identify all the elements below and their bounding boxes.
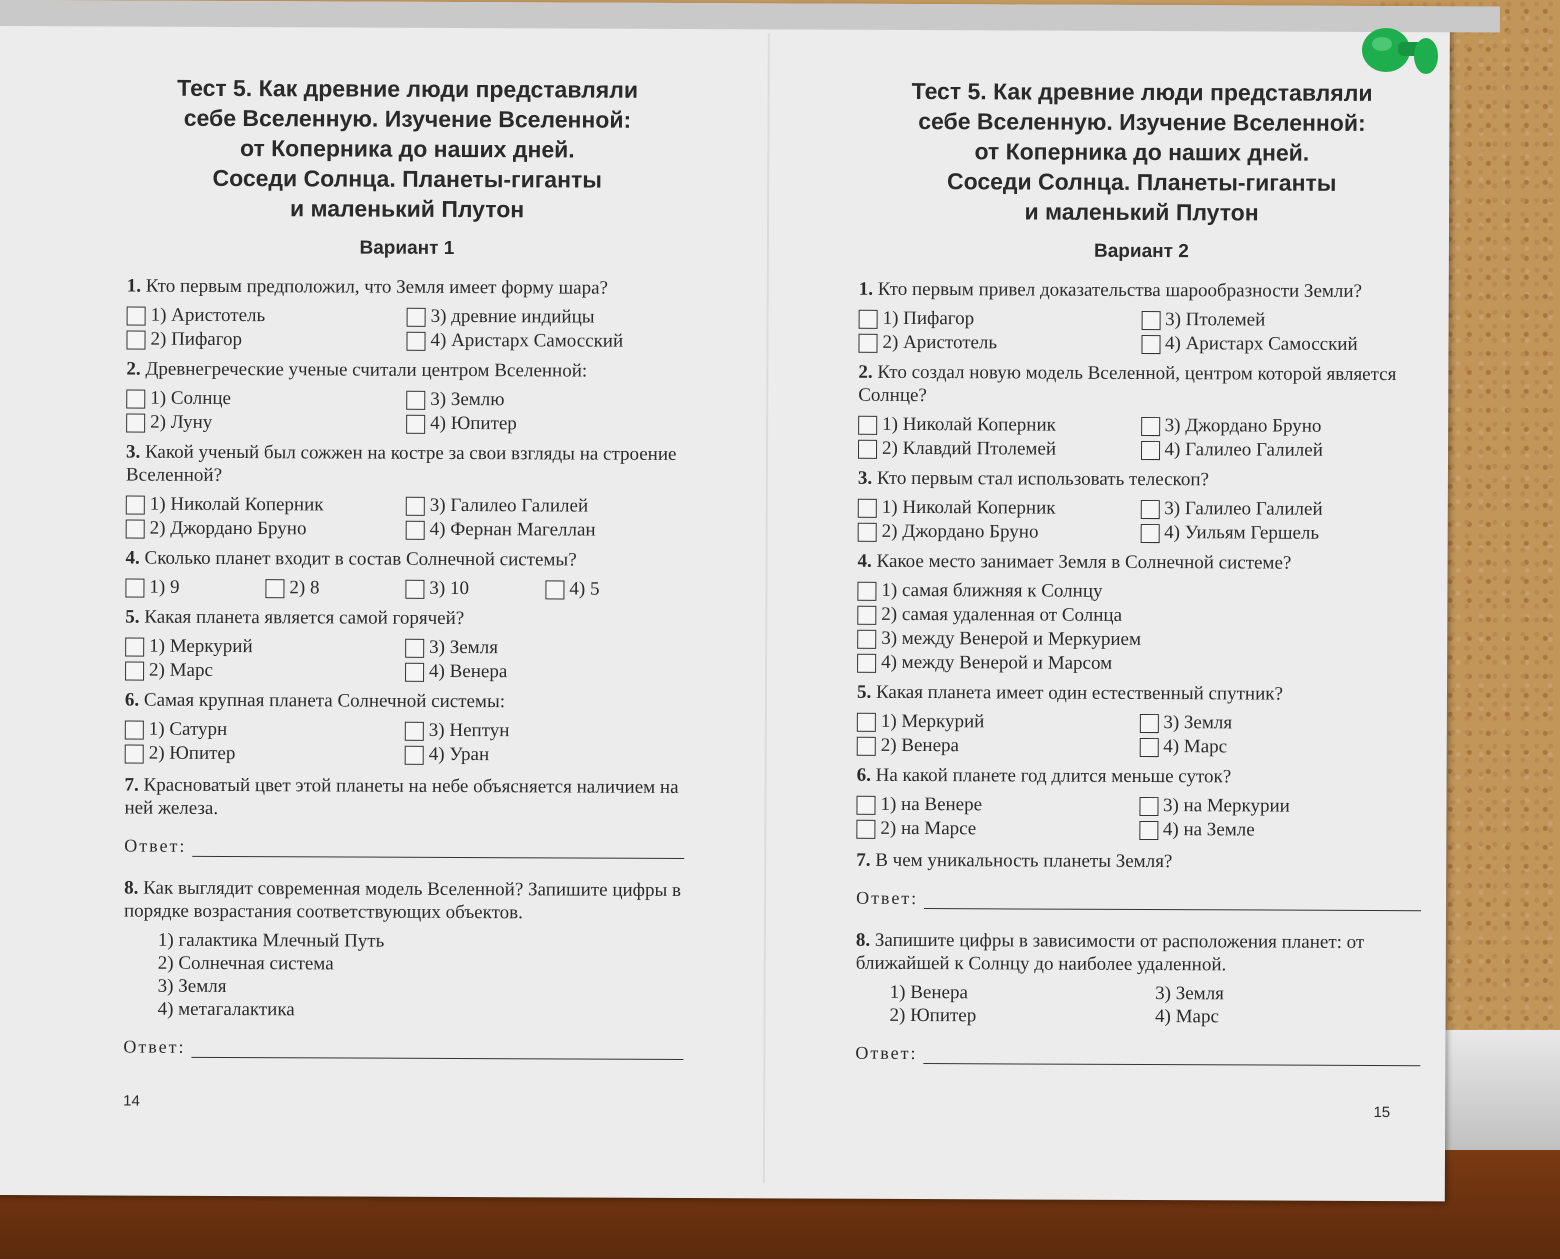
question-8 <box>124 877 684 925</box>
option[interactable] <box>857 710 1140 735</box>
list-item: 1) Венера <box>889 981 968 1004</box>
option[interactable] <box>405 577 545 602</box>
checkbox[interactable] <box>406 520 425 539</box>
checkbox[interactable] <box>1139 713 1158 732</box>
option-label: 4) Венера <box>429 660 508 683</box>
list-item: 1) галактика Млечный Путь <box>157 929 385 952</box>
push-pin-icon <box>1360 22 1440 82</box>
question-6 <box>125 689 685 714</box>
option[interactable] <box>1139 818 1422 843</box>
option-label: 3) Земля <box>1163 712 1233 734</box>
option[interactable] <box>858 437 1141 462</box>
list-item: 2) Солнечная система <box>157 952 334 975</box>
question-number: 5. <box>856 681 872 703</box>
question-number: 1. <box>858 278 874 300</box>
option[interactable] <box>405 719 685 744</box>
option-label: 1) самая ближняя к Солнцу <box>881 579 1103 602</box>
option[interactable] <box>856 817 1139 842</box>
options-q4 <box>125 576 685 602</box>
question-text: Как выглядит современная модель Вселенной? Запишите цифры в порядке возрастания соответствующих объектов. <box>123 877 682 924</box>
question-number: 5. <box>125 606 140 628</box>
option-label: 3) Галилео Галилей <box>1164 498 1323 520</box>
question-number: 6. <box>856 764 871 786</box>
question-text: В чем уникальность планеты Земля? <box>875 849 1173 873</box>
checkbox[interactable] <box>1139 796 1158 815</box>
checkbox[interactable] <box>857 605 876 624</box>
answer-label: Ответ: <box>123 1036 186 1057</box>
page-number: 14 <box>123 1092 140 1110</box>
option-label: 1) Солнце <box>150 387 232 410</box>
question-number: 3. <box>125 441 141 463</box>
planet-list <box>856 981 1421 1029</box>
question-number: 6. <box>124 689 140 711</box>
checkbox[interactable] <box>125 661 144 680</box>
title-line: Тест 5. Как древние люди представляли <box>177 74 639 103</box>
option[interactable] <box>126 328 406 353</box>
question-7 <box>856 849 1421 874</box>
checkbox[interactable] <box>265 579 284 598</box>
option[interactable] <box>406 494 686 519</box>
question-number: 1. <box>126 275 142 297</box>
options-q6 <box>125 718 685 768</box>
option[interactable] <box>858 496 1141 521</box>
option[interactable] <box>1141 414 1424 439</box>
page-left <box>123 1 688 1110</box>
question-number: 8. <box>124 877 139 899</box>
option-label: 4) Юпитер <box>430 412 517 435</box>
option-label: 2) Луну <box>150 411 213 433</box>
option-label: 2) Клавдий Птолемей <box>882 437 1057 460</box>
option-label: 2) Джордано Бруно <box>149 517 307 540</box>
checkbox[interactable] <box>406 390 425 409</box>
answer-line[interactable] <box>192 1039 684 1060</box>
question-5 <box>125 606 685 631</box>
test-title <box>127 73 688 225</box>
checkbox[interactable] <box>858 439 877 458</box>
question-text: Кто создал новую модель Вселенной, центром которой является Солнце? <box>858 361 1397 407</box>
option[interactable] <box>1139 794 1422 819</box>
list-item: 2) Юпитер <box>889 1004 977 1027</box>
question-text: Кто первым предположил, что Земля имеет форму шара? <box>145 275 609 299</box>
question-text: Запишите цифры в зависимости от расположения планет: от ближайшей к Солнцу до наиболее удаленной. <box>855 929 1365 976</box>
option-label: 4) 5 <box>569 578 600 600</box>
option[interactable] <box>857 734 1140 759</box>
options-q1 <box>126 304 686 354</box>
question-4 <box>126 547 686 572</box>
option[interactable] <box>265 576 405 601</box>
question-text: Сколько планет входит в состав Солнечной системы? <box>144 547 577 571</box>
question-text: Какая планета имеет один естественный спутник? <box>875 681 1283 705</box>
checkbox[interactable] <box>857 629 876 648</box>
option-label: 2) 8 <box>289 577 320 599</box>
checkbox[interactable] <box>857 653 876 672</box>
option-label: 1) Сатурн <box>148 718 228 740</box>
option-label: 4) Аристарх Самосский <box>1164 333 1358 355</box>
options-q3 <box>858 496 1423 546</box>
test-title <box>859 76 1425 228</box>
checkbox[interactable] <box>125 578 144 597</box>
checkbox[interactable] <box>1141 334 1160 353</box>
variant-heading: Вариант 1 <box>359 237 455 259</box>
question-3 <box>126 441 686 489</box>
page-right <box>855 4 1425 1122</box>
checkbox[interactable] <box>858 498 877 517</box>
page-number: 15 <box>1373 1104 1391 1122</box>
option[interactable] <box>545 577 685 602</box>
option-label: 1) Николай Коперник <box>882 413 1056 436</box>
question-number: 8. <box>855 929 871 951</box>
options-q3 <box>126 493 686 543</box>
option[interactable] <box>406 518 686 543</box>
checkbox[interactable] <box>406 331 425 350</box>
checkbox[interactable] <box>125 744 144 763</box>
option[interactable] <box>857 651 1422 677</box>
answer-field[interactable] <box>124 836 684 859</box>
checkbox[interactable] <box>125 720 144 739</box>
answer-field[interactable] <box>856 888 1421 911</box>
checkbox[interactable] <box>406 496 425 515</box>
question-number: 4. <box>857 550 872 572</box>
checkbox[interactable] <box>1141 416 1160 435</box>
checkbox[interactable] <box>858 415 877 434</box>
option[interactable] <box>1140 521 1423 546</box>
option-label: 3) Земля <box>429 636 499 659</box>
checkbox[interactable] <box>406 414 425 433</box>
title-line: и маленький Плутон <box>1024 198 1259 226</box>
option-label: 1) Меркурий <box>880 710 985 733</box>
option-label: 4) Галилео Галилей <box>1164 439 1323 461</box>
list-item: 4) метагалактика <box>157 998 295 1021</box>
option[interactable] <box>125 718 405 743</box>
option[interactable] <box>125 742 405 767</box>
option-label: 1) Аристотель <box>150 304 266 327</box>
question-text: Кто первым стал использовать телескоп? <box>876 467 1209 491</box>
option-label: 3) Нептун <box>428 719 510 742</box>
checkbox[interactable] <box>405 662 424 681</box>
option-label: 1) Николай Коперник <box>881 496 1056 519</box>
question-number: 2. <box>126 358 141 380</box>
option-label: 2) на Марсе <box>880 817 977 840</box>
option-label: 2) Пифагор <box>150 328 243 351</box>
option-label: 3) между Венерой и Меркурием <box>881 627 1142 650</box>
option-label: 4) между Венерой и Марсом <box>881 651 1113 674</box>
checkbox[interactable] <box>856 795 875 814</box>
checkbox[interactable] <box>405 579 424 598</box>
page-fold <box>763 33 770 1183</box>
option-label: 4) Фернан Магеллан <box>429 518 596 541</box>
variant-heading: Вариант 2 <box>1093 240 1189 263</box>
question-6 <box>857 764 1422 789</box>
question-text: Кто первым привел доказательства шарообразности Земли? <box>877 278 1363 302</box>
option[interactable] <box>126 411 406 436</box>
title-line: от Коперника до наших дней. <box>974 138 1310 166</box>
checkbox[interactable] <box>1141 310 1160 329</box>
option[interactable] <box>1139 711 1422 736</box>
answer-field[interactable] <box>855 1043 1420 1066</box>
checkbox[interactable] <box>126 389 145 408</box>
question-text: Красноватый цвет этой планеты на небе объясняется наличием на ней железа. <box>124 774 679 819</box>
answer-label: Ответ: <box>124 835 187 856</box>
question-2 <box>858 361 1423 409</box>
title-line: себе Вселенную. Изучение Вселенной: <box>918 108 1366 136</box>
option[interactable] <box>857 603 1422 629</box>
checkbox[interactable] <box>125 637 144 656</box>
checkbox[interactable] <box>126 330 145 349</box>
option-label: 3) Джордано Бруно <box>1164 415 1322 437</box>
option[interactable] <box>407 305 687 330</box>
checkbox[interactable] <box>1139 820 1158 839</box>
list-item: 4) Марс <box>1155 1006 1219 1028</box>
option[interactable] <box>126 517 406 542</box>
option[interactable] <box>857 627 1422 653</box>
option[interactable] <box>1139 735 1422 760</box>
title-line: и маленький Плутон <box>289 195 525 223</box>
option-label: 3) Птолемей <box>1165 309 1266 331</box>
answer-line[interactable] <box>923 1045 1420 1066</box>
question-number: 4. <box>125 547 140 569</box>
question-number: 3. <box>857 467 873 489</box>
option-label: 3) Галилео Галилей <box>429 494 589 517</box>
option-label: 4) Аристарх Самосский <box>430 329 624 352</box>
option-label: 2) Джордано Бруно <box>881 520 1039 543</box>
object-list <box>124 929 684 1023</box>
checkbox[interactable] <box>857 736 876 755</box>
question-1 <box>859 278 1424 303</box>
option-label: 3) древние индийцы <box>430 305 595 328</box>
option[interactable] <box>405 660 685 685</box>
option-label: 2) Венера <box>880 734 960 757</box>
option-label: 1) на Венере <box>880 793 983 816</box>
option[interactable] <box>858 413 1141 438</box>
question-1 <box>127 275 687 300</box>
option[interactable] <box>1140 497 1423 522</box>
option[interactable] <box>127 304 407 329</box>
option-label: 3) Землю <box>430 388 505 411</box>
option-label: 3) 10 <box>429 577 470 600</box>
option[interactable] <box>405 743 685 768</box>
title-line: себе Вселенную. Изучение Вселенной: <box>183 104 632 133</box>
question-3 <box>858 467 1423 492</box>
options-q2 <box>858 413 1423 463</box>
answer-label: Ответ: <box>856 887 919 909</box>
answer-field[interactable] <box>123 1037 683 1060</box>
option[interactable] <box>405 636 685 661</box>
options-q5 <box>125 635 685 685</box>
question-text: Какая планета является самой горячей? <box>144 606 465 630</box>
option[interactable] <box>125 659 405 684</box>
question-number: 7. <box>124 774 139 796</box>
options-q6 <box>856 793 1421 843</box>
checkbox[interactable] <box>1141 440 1160 459</box>
checkbox[interactable] <box>856 819 875 838</box>
option[interactable] <box>1141 332 1424 357</box>
option-label: 1) 9 <box>149 576 180 598</box>
checkbox[interactable] <box>1140 499 1159 518</box>
option[interactable] <box>857 579 1422 605</box>
option-label: 2) самая удаленная от Солнца <box>881 603 1123 626</box>
title-line: Соседи Солнца. Планеты-гиганты <box>212 164 602 193</box>
option-label: 1) Пифагор <box>882 307 975 330</box>
checkbox[interactable] <box>126 495 145 514</box>
question-4 <box>858 550 1423 575</box>
option[interactable] <box>1140 438 1423 463</box>
option[interactable] <box>859 307 1142 332</box>
question-2 <box>126 358 686 383</box>
checkbox[interactable] <box>858 333 877 352</box>
question-text: Какой ученый был сожжен на костре за свои взгляды на строение Вселенной? <box>125 441 677 486</box>
answer-line[interactable] <box>192 838 684 859</box>
option-label: 4) Уильям Гершель <box>1164 522 1320 544</box>
question-text: Самая крупная планета Солнечной системы: <box>143 689 506 713</box>
checkbox[interactable] <box>405 745 424 764</box>
option-label: 4) Марс <box>1163 736 1228 758</box>
option-label: 2) Аристотель <box>882 331 998 354</box>
checkbox[interactable] <box>405 721 424 740</box>
option[interactable] <box>125 576 265 601</box>
option[interactable] <box>126 493 406 518</box>
options-q4 <box>857 579 1422 677</box>
checkbox[interactable] <box>405 638 424 657</box>
list-item: 3) Земля <box>1155 983 1225 1005</box>
option-label: 4) Уран <box>428 743 490 766</box>
option-label: 3) на Меркурии <box>1162 795 1290 817</box>
option[interactable] <box>856 793 1139 818</box>
option[interactable] <box>406 329 686 354</box>
list-item: 3) Земля <box>157 975 227 997</box>
question-number: 7. <box>856 849 871 871</box>
option[interactable] <box>406 412 686 437</box>
question-number: 2. <box>858 361 873 383</box>
question-5 <box>857 681 1422 706</box>
option[interactable] <box>858 520 1141 545</box>
question-7 <box>124 774 684 822</box>
answer-label: Ответ: <box>855 1042 918 1064</box>
option-label: 2) Марс <box>149 659 213 681</box>
option-label: 1) Меркурий <box>149 635 253 658</box>
checkbox[interactable] <box>1139 737 1158 756</box>
title-line: от Коперника до наших дней. <box>239 135 575 163</box>
options-q1 <box>858 307 1423 357</box>
checkbox[interactable] <box>407 307 426 326</box>
option[interactable] <box>858 331 1141 356</box>
checkbox[interactable] <box>545 580 564 599</box>
checkbox[interactable] <box>857 712 876 731</box>
title-line: Соседи Солнца. Планеты-гиганты <box>946 168 1337 196</box>
option[interactable] <box>1141 308 1424 333</box>
option-label: 1) Николай Коперник <box>149 493 324 516</box>
option[interactable] <box>126 387 406 412</box>
checkbox[interactable] <box>127 306 146 325</box>
checkbox[interactable] <box>857 581 876 600</box>
question-text: Какое место занимает Земля в Солнечной системе? <box>876 550 1292 574</box>
question-8 <box>856 929 1421 977</box>
answer-line[interactable] <box>924 890 1421 911</box>
option-label: 2) Юпитер <box>148 742 236 765</box>
checkbox[interactable] <box>858 522 877 541</box>
checkbox[interactable] <box>859 309 878 328</box>
options-q2 <box>126 387 686 437</box>
question-text: Древнегреческие ученые считали центром Вселенной: <box>145 358 588 382</box>
question-text: На какой планете год длится меньше суток? <box>875 764 1232 788</box>
option[interactable] <box>125 635 405 660</box>
checkbox[interactable] <box>126 519 145 538</box>
options-q5 <box>857 710 1422 760</box>
title-line: Тест 5. Как древние люди представляли <box>911 77 1373 106</box>
checkbox[interactable] <box>126 413 145 432</box>
option[interactable] <box>406 388 686 413</box>
checkbox[interactable] <box>1140 523 1159 542</box>
option-label: 4) на Земле <box>1162 819 1255 841</box>
